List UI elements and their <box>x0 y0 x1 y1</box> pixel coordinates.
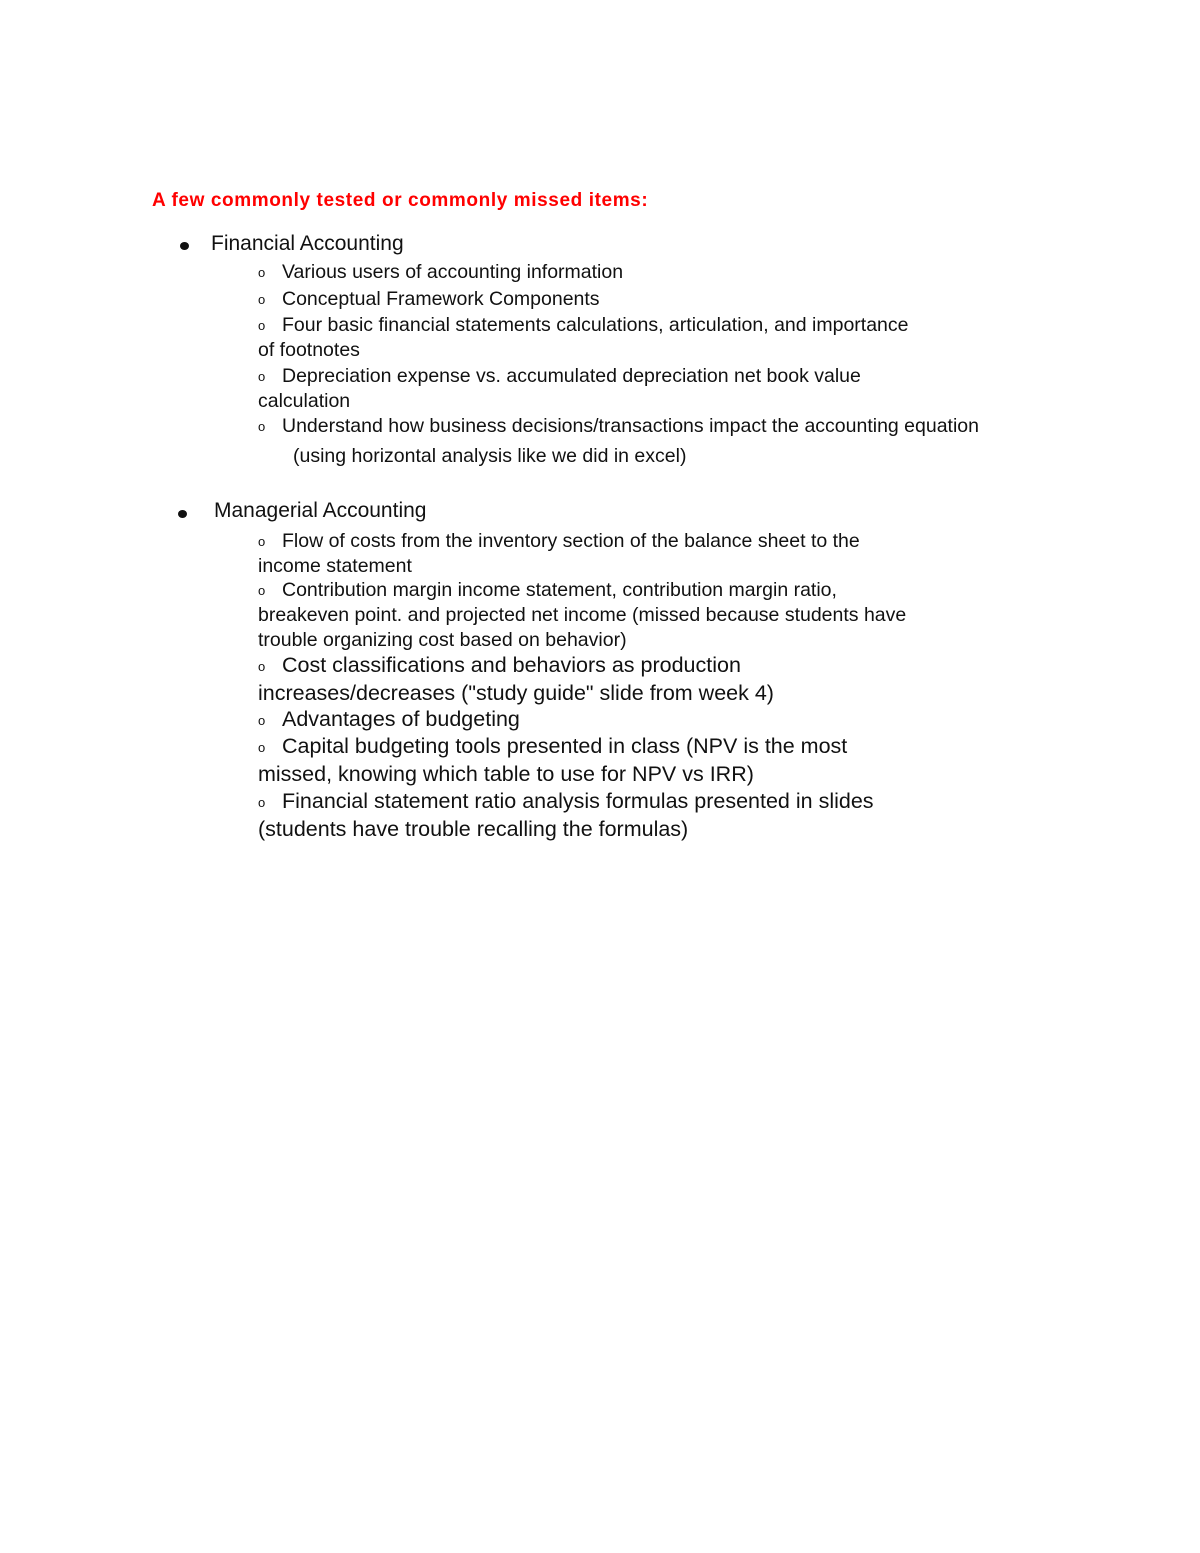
item-text: Capital budgeting tools presented in class (NPV is the most <box>282 734 848 758</box>
list-item <box>258 313 909 363</box>
list-item <box>258 260 623 285</box>
item-text: Understand how business decisions/transactions impact the accounting equation <box>282 415 980 437</box>
item-text: Financial statement ratio analysis formulas presented in slides <box>282 789 874 813</box>
item-text-continued: (using horizontal analysis like we did in excel) <box>293 445 687 467</box>
item-text-continued: (students have trouble recalling the formulas) <box>258 817 689 841</box>
item-text-continued: missed, knowing which table to use for NPV vs IRR) <box>258 762 754 786</box>
circle-bullet-icon: o <box>258 318 266 333</box>
list-item <box>258 364 861 414</box>
circle-bullet-icon: o <box>258 713 266 728</box>
list-item <box>258 529 860 579</box>
list-item <box>258 706 520 734</box>
list-item <box>258 578 906 653</box>
circle-bullet-icon: o <box>258 292 266 307</box>
list-item <box>258 788 874 843</box>
item-text: Cost classifications and behaviors as production <box>282 653 741 677</box>
list-item <box>258 414 979 439</box>
circle-bullet-icon: o <box>258 534 266 549</box>
item-text: Various users of accounting information <box>282 261 624 283</box>
item-text: Flow of costs from the inventory section of the balance sheet to the <box>282 530 860 552</box>
list-item <box>258 287 600 312</box>
page-heading: A few commonly tested or commonly missed items: <box>152 190 649 211</box>
circle-bullet-icon: o <box>258 795 266 810</box>
circle-bullet-icon: o <box>258 369 266 384</box>
circle-bullet-icon: o <box>258 740 266 755</box>
circle-bullet-icon: o <box>258 265 266 280</box>
bullet-icon <box>178 510 187 518</box>
item-text: Depreciation expense vs. accumulated depreciation net book value <box>282 365 861 387</box>
item-text-continued: increases/decreases ("study guide" slide from week 4) <box>258 681 774 705</box>
list-item <box>258 733 847 788</box>
item-text: Advantages of budgeting <box>282 707 520 731</box>
item-text-continued: calculation <box>258 390 351 412</box>
item-text: Conceptual Framework Components <box>282 288 600 310</box>
circle-bullet-icon: o <box>258 659 266 674</box>
list-item <box>258 652 774 707</box>
item-text-continued: income statement <box>258 555 412 577</box>
item-text-continued: breakeven point. and projected net income (missed because students have <box>258 604 907 626</box>
item-text: Contribution margin income statement, contribution margin ratio, <box>282 579 837 601</box>
circle-bullet-icon: o <box>258 419 266 434</box>
item-text: Four basic financial statements calculations, articulation, and importance <box>282 314 909 336</box>
item-text-continued: of footnotes <box>258 339 360 361</box>
bullet-icon <box>180 242 189 250</box>
section-title-financial-accounting: Financial Accounting <box>211 232 404 255</box>
section-title-managerial-accounting: Managerial Accounting <box>214 499 427 522</box>
item-text-continued: trouble organizing cost based on behavior) <box>258 629 627 651</box>
circle-bullet-icon: o <box>258 583 266 598</box>
